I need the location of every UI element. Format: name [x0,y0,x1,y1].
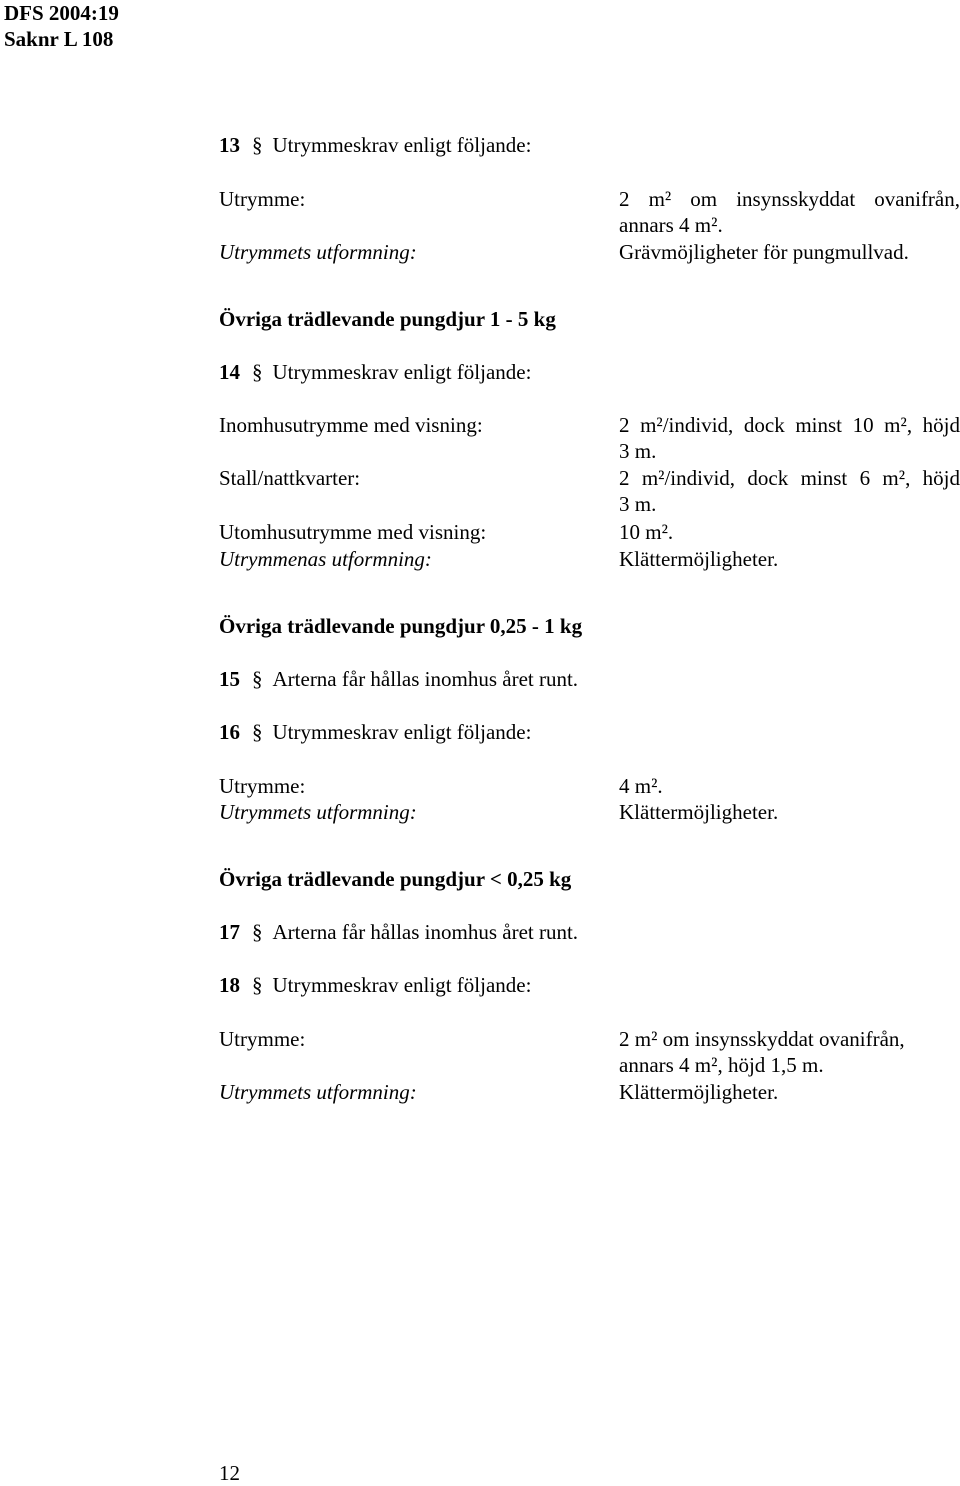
section-sign: § [252,360,263,384]
paragraph-number: 14 [219,360,240,384]
row-value: Klättermöjligheter. [619,547,779,571]
row-label: Inomhusutrymme med visning: [219,413,483,437]
section-heading: Övriga trädlevande pungdjur < 0,25 kg [219,867,572,891]
paragraph-13 [219,132,531,158]
row-value: Klättermöjligheter. [619,1080,779,1104]
section-sign: § [252,920,263,944]
paragraph-number: 16 [219,720,240,744]
paragraph-15 [219,666,578,692]
section-sign: § [252,133,263,157]
row-value: Klättermöjligheter. [619,800,779,824]
paragraph-text: Utrymmeskrav enligt följande: [272,360,532,384]
row-label: Utrymmets utformning: [219,1080,417,1104]
section-heading: Övriga trädlevande pungdjur 0,25 - 1 kg [219,614,583,638]
row-value: 10 m². [619,520,674,544]
row-value: 4 m². [619,774,663,798]
section-sign: § [252,720,263,744]
row-label: Utrymme: [219,187,306,211]
page-number: 12 [219,1461,240,1485]
paragraph-number: 17 [219,920,240,944]
row-label: Stall/nattkvarter: [219,466,361,490]
paragraph-text: Arterna får hållas inomhus året runt. [272,667,579,691]
row-value: 2 m²/individ, dock minst 6 m², höjd [619,466,960,490]
row-value: 2 m² om insynsskyddat ovanifrån, [619,187,960,211]
paragraph-14 [219,359,531,385]
row-value-cont: 3 m. [619,439,657,463]
paragraph-text: Arterna får hållas inomhus året runt. [272,920,579,944]
section-heading: Övriga trädlevande pungdjur 1 - 5 kg [219,307,556,331]
row-value-cont: 3 m. [619,492,657,516]
row-label: Utrymmets utformning: [219,800,417,824]
row-value: Grävmöjligheter för pungmullvad. [619,240,909,264]
row-label: Utrymmets utformning: [219,240,417,264]
paragraph-17 [219,919,578,945]
paragraph-text: Utrymmeskrav enligt följande: [272,133,532,157]
case-number: Saknr L 108 [4,27,114,51]
row-label: Utrymmenas utformning: [219,547,432,571]
row-label: Utrymme: [219,1027,306,1051]
row-label: Utrymme: [219,774,306,798]
paragraph-number: 13 [219,133,240,157]
paragraph-number: 15 [219,667,240,691]
paragraph-text: Utrymmeskrav enligt följande: [272,973,532,997]
row-value-cont: annars 4 m². [619,213,723,237]
section-sign: § [252,973,263,997]
paragraph-18 [219,972,531,998]
paragraph-16 [219,719,531,745]
paragraph-number: 18 [219,973,240,997]
paragraph-text: Utrymmeskrav enligt följande: [272,720,532,744]
row-label: Utomhusutrymme med visning: [219,520,487,544]
document-id: DFS 2004:19 [4,1,119,25]
row-value-cont: annars 4 m², höjd 1,5 m. [619,1053,824,1077]
row-value: 2 m²/individ, dock minst 10 m², höjd [619,413,960,437]
section-sign: § [252,667,263,691]
row-value: 2 m² om insynsskyddat ovanifrån, [619,1027,905,1051]
